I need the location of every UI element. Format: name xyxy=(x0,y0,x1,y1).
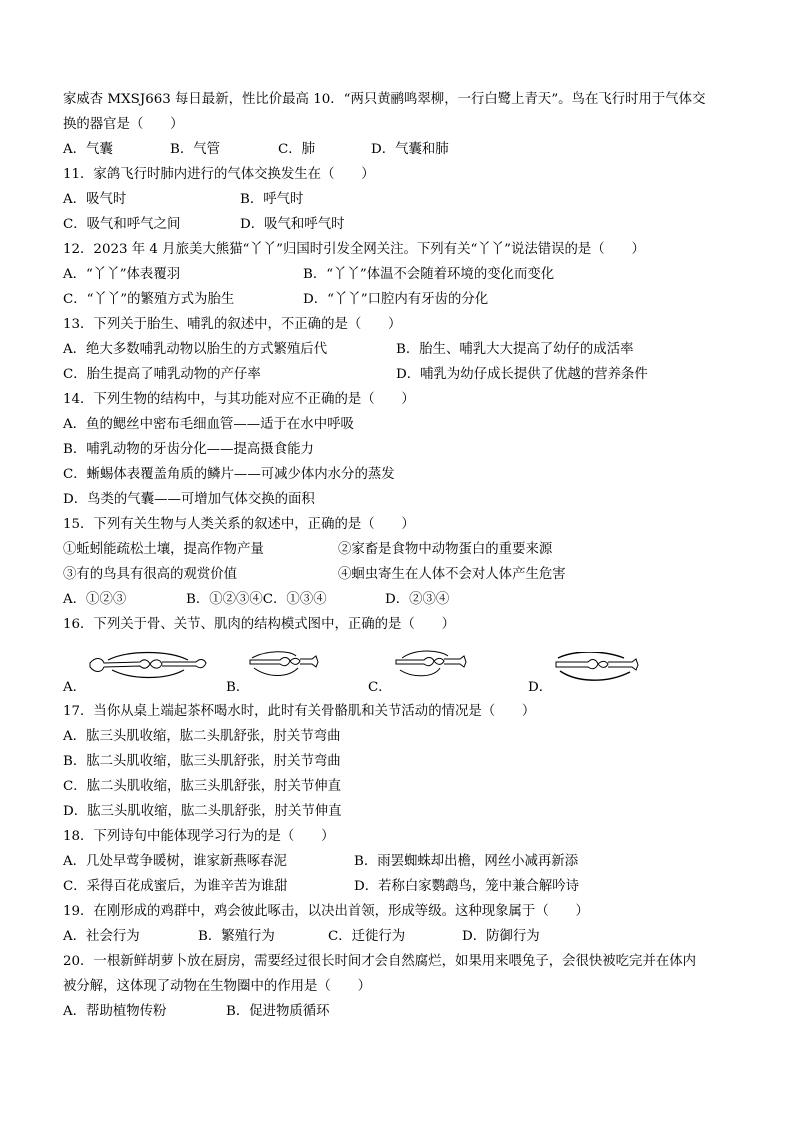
q15-item-1: ①蚯蚓能疏松土壤，提高作物产量 xyxy=(63,542,264,557)
q12-stem: 12．2023 年 4 月旅美大熊猫“丫丫”归国时引发全网关注。下列有关“丫丫”说法错误的是（ ） xyxy=(63,242,645,257)
q13-option-b: B．胎生、哺乳大大提高了幼仔的成活率 xyxy=(396,342,634,357)
q10-option-c: C．肺 xyxy=(278,142,316,157)
q14-option-c: C．蜥蜴体表覆盖角质的鳞片——可减少体内水分的蒸发 xyxy=(63,467,395,482)
q16-label-d: D． xyxy=(528,680,553,695)
q19-option-c: C．迁徙行为 xyxy=(328,929,406,944)
q10-option-b: B．气管 xyxy=(170,142,221,157)
q20-stem-line2: 被分解，这体现了动物在生物圈中的作用是（ ） xyxy=(63,979,371,994)
q17-option-a: A．肱三头肌收缩，肱二头肌舒张，肘关节弯曲 xyxy=(63,729,341,744)
q10-option-a: A．气囊 xyxy=(63,142,113,157)
q13-stem: 13．下列关于胎生、哺乳的叙述中，不正确的是（ ） xyxy=(63,317,402,332)
q20-option-a: A．帮助植物传粉 xyxy=(63,1004,167,1019)
q10-stem-line1: 家威杏 MXSJ663 每日最新，性比价最高 10．“两只黄鹂鸣翠柳，一行白鹭上青天”。鸟在飞行时用于气体交 xyxy=(63,92,706,107)
q13-option-c: C．胎生提高了哺乳动物的产仔率 xyxy=(63,367,261,382)
q14-stem: 14．下列生物的结构中，与其功能对应不正确的是（ ） xyxy=(63,392,415,407)
q20-stem-line1: 20．一根新鲜胡萝卜放在厨房，需要经过很长时间才会自然腐烂，如果用来喂兔子，会很快被吃完并在体内 xyxy=(63,954,697,969)
q11-option-b: B．呼气时 xyxy=(240,192,304,207)
q15-item-2: ②家畜是食物中动物蛋白的重要来源 xyxy=(338,542,553,557)
q18-option-d: D．若称白家鹦鹉鸟，笼中兼合解吟诗 xyxy=(354,879,579,894)
q14-option-a: A．鱼的鳃丝中密布毛细血管——适于在水中呼吸 xyxy=(63,417,354,432)
q11-option-a: A．吸气时 xyxy=(63,192,127,207)
q15-option-d: D．②③④ xyxy=(385,592,450,607)
q19-option-d: D．防御行为 xyxy=(462,929,540,944)
q18-option-b: B．雨罢蜘蛛却出檐，网丝小减再新添 xyxy=(354,854,579,869)
q16-stem: 16．下列关于骨、关节、肌肉的结构模式图中，正确的是（ ） xyxy=(63,617,455,632)
q11-option-d: D．吸气和呼气时 xyxy=(240,217,345,232)
q15-item-3: ③有的鸟具有很高的观赏价值 xyxy=(63,567,238,582)
q19-stem: 19．在刚形成的鸡群中，鸡会彼此啄击，以决出首领，形成等级。这种现象属于（ ） xyxy=(63,904,589,919)
q13-option-a: A．绝大多数哺乳动物以胎生的方式繁殖后代 xyxy=(63,342,328,357)
q10-option-d: D．气囊和肺 xyxy=(371,142,449,157)
q10-stem-line2: 换的器官是（ ） xyxy=(63,117,184,132)
q13-option-d: D．哺乳为幼仔成长提供了优越的营养条件 xyxy=(396,367,648,382)
q16-label-a: A． xyxy=(63,680,87,695)
q11-option-c: C．吸气和呼气之间 xyxy=(63,217,181,232)
q12-option-d: D．“丫丫”口腔内有牙齿的分化 xyxy=(303,292,489,307)
q15-option-a: A．①②③ xyxy=(63,592,127,607)
q17-option-d: D．肱三头肌收缩，肱二头肌舒张，肘关节伸直 xyxy=(63,804,342,819)
figure-a-bone-joint-diagram xyxy=(88,650,208,686)
q12-option-b: B．“丫丫”体温不会随着环境的变化而变化 xyxy=(303,267,555,282)
q20-option-b: B．促进物质循环 xyxy=(226,1004,330,1019)
q18-stem: 18．下列诗句中能体现学习行为的是（ ） xyxy=(63,829,335,844)
q17-option-c: C．肱二头肌收缩，肱三头肌舒张，肘关节伸直 xyxy=(63,779,342,794)
q16-label-c: C． xyxy=(368,680,392,695)
q18-option-a: A．几处早莺争暖树，谁家新燕啄春泥 xyxy=(63,854,287,869)
q16-label-b: B． xyxy=(226,680,250,695)
q15-item-4: ④蛔虫寄生在人体不会对人体产生危害 xyxy=(338,567,566,582)
figure-d-bone-joint-diagram xyxy=(554,652,644,686)
q19-option-a: A．社会行为 xyxy=(63,929,140,944)
figure-b-bone-joint-diagram xyxy=(246,648,320,680)
q17-option-b: B．肱二头肌收缩，肱三头肌舒张，肘关节弯曲 xyxy=(63,754,341,769)
q15-stem: 15．下列有关生物与人类关系的叙述中，正确的是（ ） xyxy=(63,517,415,532)
q14-option-d: D．鸟类的气囊——可增加气体交换的面积 xyxy=(63,492,315,507)
q15-option-bc: B．①②③④C．①③④ xyxy=(186,592,327,607)
q19-option-b: B．繁殖行为 xyxy=(198,929,275,944)
q11-stem: 11．家鸽飞行时肺内进行的气体交换发生在（ ） xyxy=(63,167,375,182)
q12-option-a: A．“丫丫”体表覆羽 xyxy=(63,267,181,282)
q14-option-b: B．哺乳动物的牙齿分化——提高摄食能力 xyxy=(63,442,314,457)
figure-c-bone-joint-diagram xyxy=(394,648,468,680)
q17-stem: 17．当你从桌上端起茶杯喝水时，此时有关骨骼肌和关节活动的情况是（ ） xyxy=(63,704,536,719)
q12-option-c: C．“丫丫”的繁殖方式为胎生 xyxy=(63,292,235,307)
q18-option-c: C．采得百花成蜜后，为谁辛苦为谁甜 xyxy=(63,879,288,894)
